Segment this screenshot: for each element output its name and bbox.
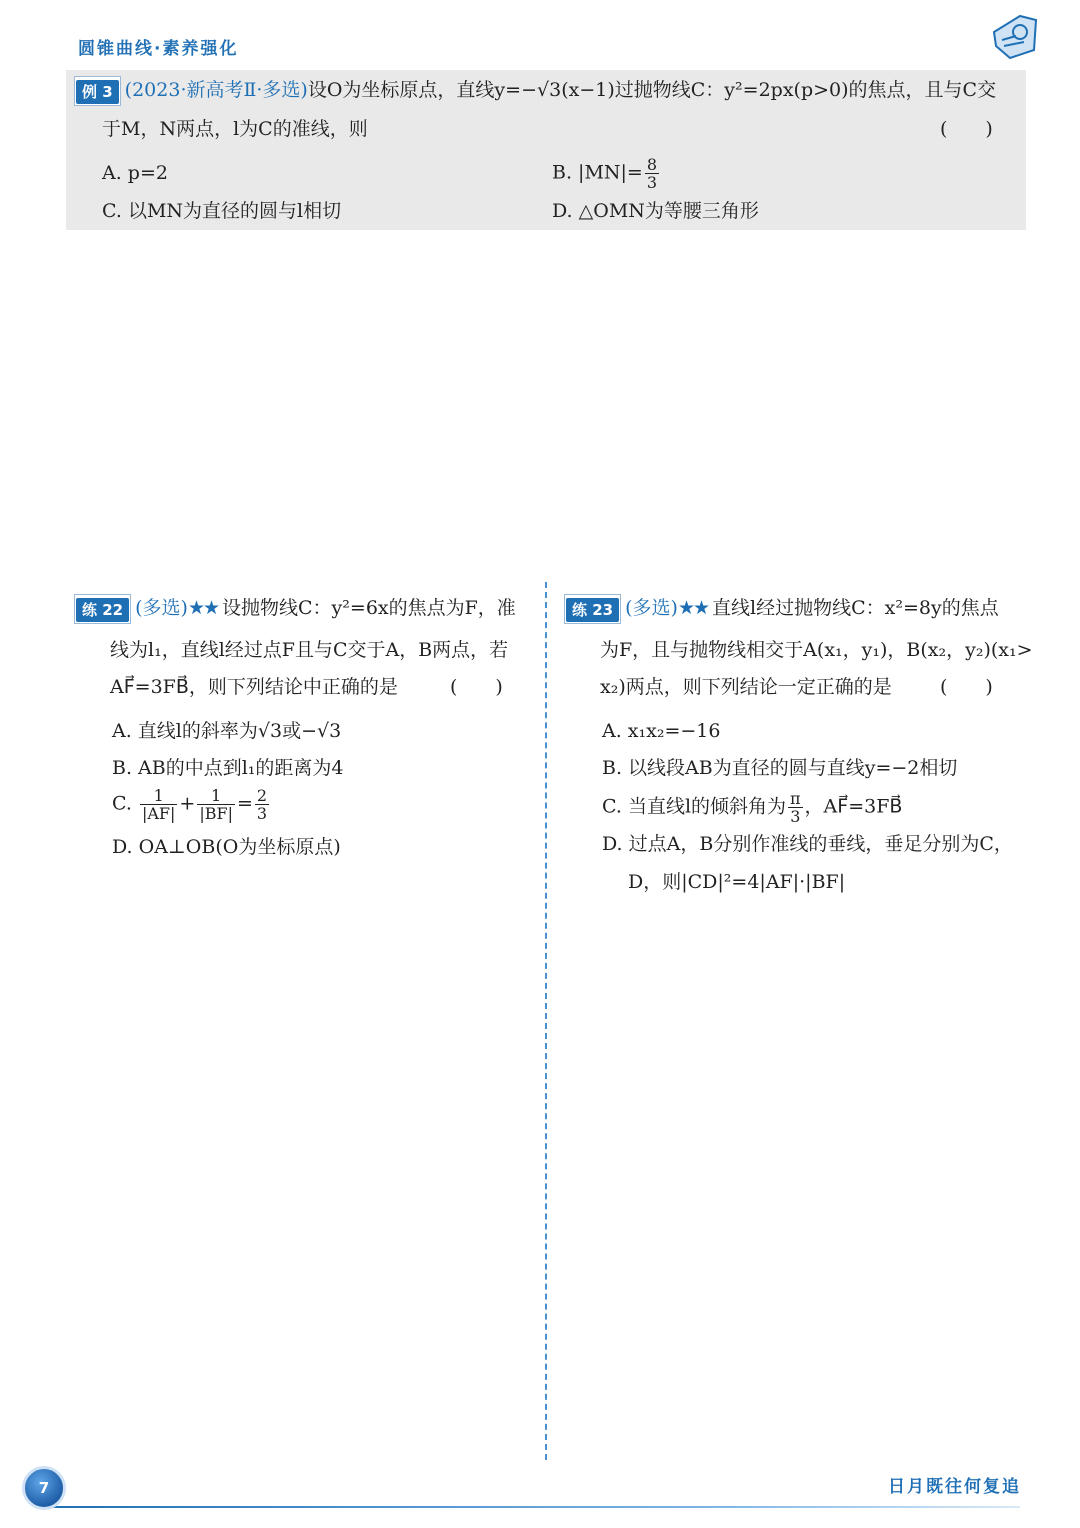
fraction-1-over-bf xyxy=(197,787,235,822)
column-divider xyxy=(545,582,547,1460)
practice-22-option-a: A. 直线l的斜率为√3或−√3 xyxy=(112,720,342,742)
page-number-badge: 7 xyxy=(22,1466,66,1510)
practice-22-tag-frame xyxy=(74,594,131,624)
fraction-numerator: 1 xyxy=(140,787,177,805)
fraction-denominator: |AF| xyxy=(141,804,176,823)
practice-22-option-b: B. AB的中点到l₁的距离为4 xyxy=(112,757,344,779)
practice-22-tag: 练 22 xyxy=(76,598,129,622)
practice-22-source: (多选) xyxy=(135,597,188,619)
practice-23-answer-paren: ( ) xyxy=(940,676,993,698)
practice-23-stem-line3: x₂)两点，则下列结论一定正确的是 xyxy=(600,676,892,698)
practice-23-option-d-line2: D，则|CD|²=4|AF|·|BF| xyxy=(628,871,846,893)
practice-22-option-c-prefix: C. xyxy=(112,792,132,815)
fraction-pi-over-3 xyxy=(788,790,803,825)
example-3-stem-text1: 设O为坐标原点，直线y=−√3(x−1)过抛物线C：y²=2px(p>0)的焦点，且与C交 xyxy=(307,79,997,101)
fraction-numerator: 1 xyxy=(197,787,235,805)
footer-motto: 日月既往何复追 xyxy=(888,1477,1021,1497)
book-seal-icon xyxy=(990,10,1040,62)
fraction-denominator: 3 xyxy=(646,173,658,192)
fraction-numerator: 8 xyxy=(646,155,658,174)
practice-23-stem-text1: 直线l经过抛物线C：x²=8y的焦点 xyxy=(712,597,999,619)
practice-22-stem-text1: 设抛物线C：y²=6x的焦点为F，准 xyxy=(222,597,516,619)
example-3-stem-line1 xyxy=(74,76,996,106)
practice-22-stem-line2: 线为l₁，直线l经过点F且与C交于A，B两点，若 xyxy=(110,639,509,661)
example-3-option-d: D. △OMN为等腰三角形 xyxy=(552,200,759,222)
example-3-box xyxy=(66,70,1026,230)
example-3-option-c: C. 以MN为直径的圆与l相切 xyxy=(102,200,342,222)
example-3-option-b-prefix: B. |MN|= xyxy=(552,161,643,184)
practice-23-option-a: A. x₁x₂=−16 xyxy=(602,720,721,742)
practice-23-stem-line1 xyxy=(564,594,999,624)
equals-sign: = xyxy=(236,792,253,815)
practice-22-answer-paren: ( ) xyxy=(450,676,503,698)
fraction-denominator: |BF| xyxy=(199,804,233,823)
example-3-answer-paren: ( ) xyxy=(940,118,993,140)
practice-23-option-c-suffix: ，AF⃗=3FB⃗ xyxy=(804,795,903,818)
example-3-option-b xyxy=(552,156,661,191)
difficulty-stars: ★★ xyxy=(677,597,709,619)
plus-sign: + xyxy=(179,792,196,815)
practice-23-option-d-line1: D. 过点A，B分别作准线的垂线，垂足分别为C， xyxy=(602,833,1013,855)
example-3-stem-line2: 于M，N两点，l为C的准线，则 xyxy=(102,118,368,140)
fraction-2-over-3 xyxy=(255,787,269,822)
practice-22-option-d: D. OA⊥OB(O为坐标原点) xyxy=(112,836,341,858)
fraction-denominator: 3 xyxy=(790,807,801,826)
difficulty-stars: ★★ xyxy=(187,597,219,619)
practice-23-tag: 练 23 xyxy=(566,598,619,622)
example-3-source: (2023·新高考Ⅱ·多选) xyxy=(124,79,308,101)
practice-23-source: (多选) xyxy=(625,597,678,619)
practice-22-stem-line1 xyxy=(74,594,516,624)
practice-23-option-c-prefix: C. 当直线l的倾斜角为 xyxy=(602,795,787,818)
practice-22-stem-line3: AF⃗=3FB⃗，则下列结论中正确的是 xyxy=(110,676,398,698)
practice-23-option-c xyxy=(602,790,902,825)
fraction-numerator: 2 xyxy=(256,786,268,805)
fraction-denominator: 3 xyxy=(256,804,268,823)
fraction-1-over-af xyxy=(140,787,177,822)
footer-rule xyxy=(40,1506,1020,1508)
header-title: 圆锥曲线·素养强化 xyxy=(78,39,239,59)
practice-23-option-b: B. 以线段AB为直径的圆与直线y=−2相切 xyxy=(602,757,958,779)
example-3-tag-frame xyxy=(74,76,121,106)
example-3-tag: 例 3 xyxy=(76,80,119,104)
practice-23-tag-frame xyxy=(564,594,621,624)
practice-22-option-c xyxy=(112,787,271,822)
practice-23-stem-line2: 为F，且与抛物线相交于A(x₁，y₁)，B(x₂，y₂)(x₁> xyxy=(600,639,1033,661)
fraction-numerator: π xyxy=(790,789,801,808)
example-3-option-a: A. p=2 xyxy=(102,162,168,184)
example-3-option-b-fraction xyxy=(645,156,659,191)
